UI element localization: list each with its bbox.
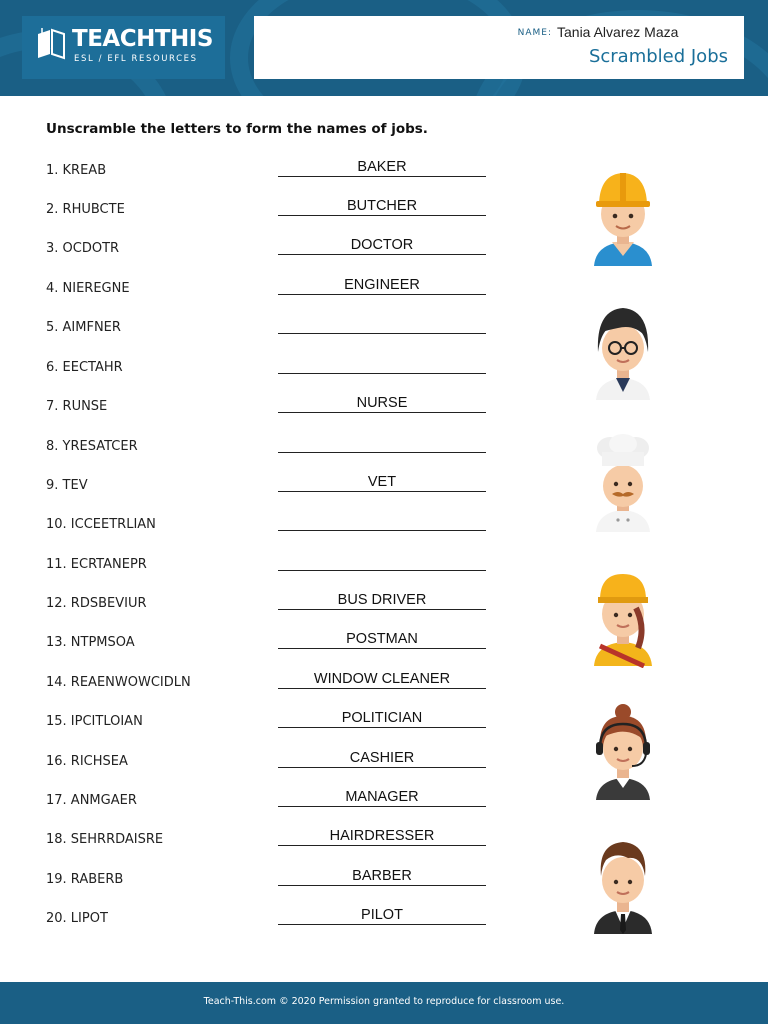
scrambled-word: 10. ICCEETRLIAN (46, 517, 156, 532)
scrambled-word: 7. RUNSE (46, 399, 108, 414)
exercise-row (0, 671, 768, 701)
footer-text: Teach-This.com © 2020 Permission granted to reproduce for classroom use. (203, 996, 565, 1007)
scrambled-word: 2. RHUBCTE (46, 202, 125, 217)
scrambled-word: 16. RICHSEA (46, 754, 128, 769)
answer-line (278, 806, 486, 807)
instructions: Unscramble the letters to form the names of jobs. (46, 121, 428, 137)
scrambled-word: 20. LIPOT (46, 911, 108, 926)
answer-line (278, 215, 486, 216)
scrambled-word: 6. EECTAHR (46, 360, 123, 375)
name-label: NAME: (517, 28, 552, 38)
answer-field[interactable]: POSTMAN (346, 631, 418, 647)
scrambled-word: 13. NTPMSOA (46, 635, 135, 650)
scrambled-word: 3. OCDOTR (46, 241, 120, 256)
answer-line (278, 254, 486, 255)
answer-line (278, 570, 486, 571)
answer-line (278, 452, 486, 453)
logo-text: TEACHTHIS (72, 26, 213, 52)
book-icon (36, 26, 66, 60)
teacher-icon (588, 302, 658, 402)
answer-field[interactable]: ENGINEER (344, 277, 420, 293)
answer-line (278, 924, 486, 925)
answer-field[interactable]: CASHIER (349, 750, 415, 766)
answer-line (278, 727, 486, 728)
worksheet-title: Scrambled Jobs (588, 46, 728, 67)
student-name[interactable]: Tania Alvarez Maza (557, 24, 679, 40)
answer-field[interactable]: NURSE (356, 395, 408, 411)
scrambled-word: 11. ECRTANEPR (46, 557, 147, 572)
answer-field[interactable]: BAKER (357, 159, 407, 175)
answer-line (278, 767, 486, 768)
answer-field[interactable]: POLITICIAN (341, 710, 423, 726)
answer-line (278, 176, 486, 177)
answer-line (278, 609, 486, 610)
answer-line (278, 648, 486, 649)
answer-line (278, 845, 486, 846)
scrambled-word: 1. KREAB (46, 163, 107, 178)
receptionist-icon (588, 702, 658, 802)
answer-field[interactable]: PILOT (361, 907, 403, 923)
answer-line (278, 333, 486, 334)
answer-line (278, 885, 486, 886)
scrambled-word: 18. SEHRRDAISRE (46, 832, 164, 847)
answer-field[interactable]: MANAGER (345, 789, 419, 805)
answer-line (278, 373, 486, 374)
answer-field[interactable]: BARBER (352, 868, 412, 884)
answer-line (278, 491, 486, 492)
teachthis-logo (22, 16, 225, 79)
scrambled-word: 12. RDSBEVIUR (46, 596, 147, 611)
answer-field[interactable]: VET (367, 474, 397, 490)
chef-icon (588, 434, 658, 534)
construction-worker-icon (588, 168, 658, 268)
scrambled-word: 9. TEV (46, 478, 88, 493)
businessman-icon (588, 836, 658, 936)
scrambled-word: 5. AIMFNER (46, 320, 121, 335)
scrambled-word: 17. ANMGAER (46, 793, 137, 808)
scrambled-word: 4. NIEREGNE (46, 281, 130, 296)
scrambled-word: 19. RABERB (46, 872, 124, 887)
answer-field[interactable]: BUS DRIVER (337, 592, 427, 608)
logo-subtitle: ESL / EFL RESOURCES (74, 54, 198, 64)
answer-field[interactable]: BUTCHER (346, 198, 418, 214)
answer-line (278, 530, 486, 531)
postman-icon (588, 568, 658, 668)
scrambled-word: 14. REAENWOWCIDLN (46, 675, 191, 690)
answer-line (278, 412, 486, 413)
scrambled-word: 8. YRESATCER (46, 439, 138, 454)
page-footer (0, 982, 768, 1024)
title-box (254, 16, 744, 79)
page-header (0, 0, 768, 96)
scrambled-word: 15. IPCITLOIAN (46, 714, 143, 729)
answer-line (278, 688, 486, 689)
answer-field[interactable]: WINDOW CLEANER (313, 671, 451, 687)
answer-field[interactable]: HAIRDRESSER (329, 828, 435, 844)
answer-field[interactable]: DOCTOR (350, 237, 414, 253)
answer-line (278, 294, 486, 295)
